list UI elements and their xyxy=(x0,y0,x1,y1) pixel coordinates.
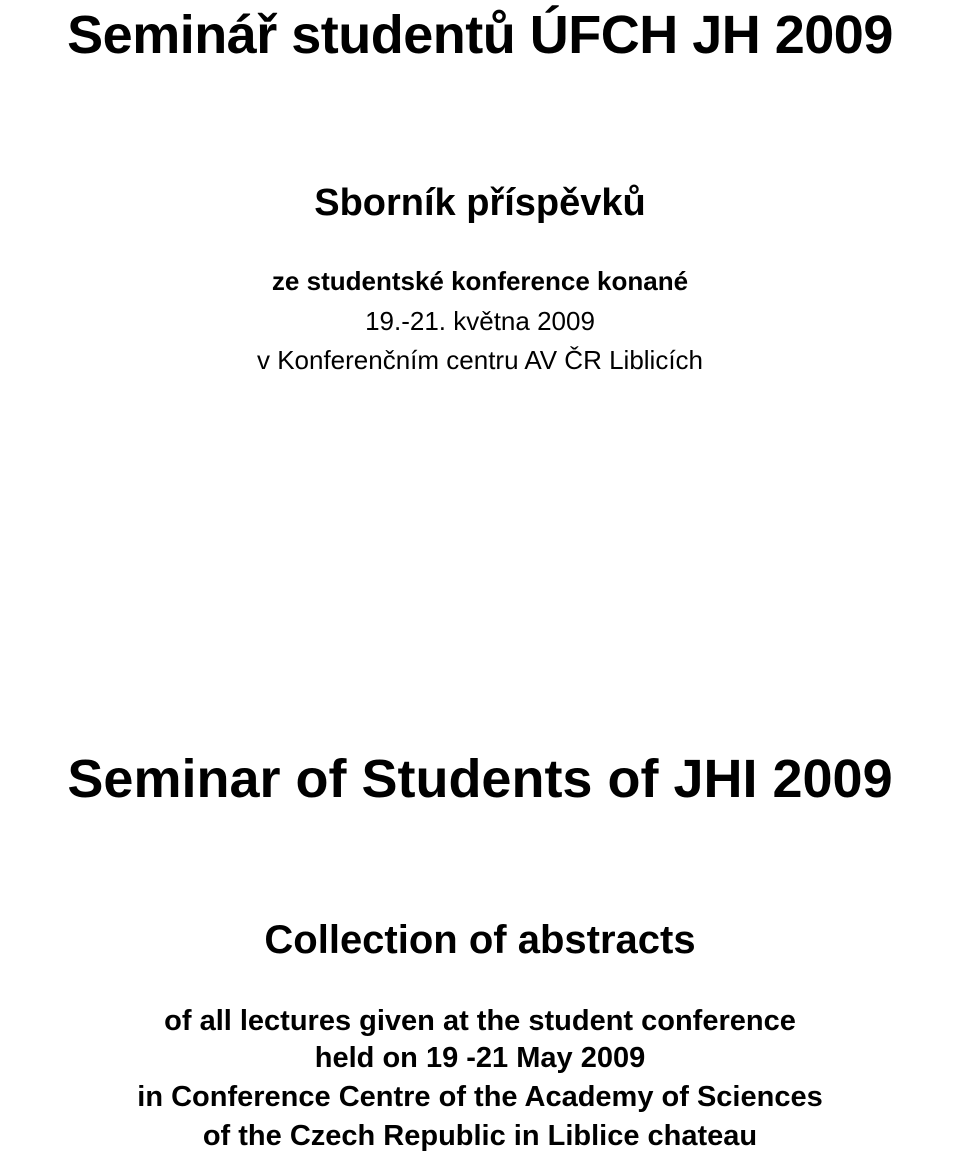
english-title: Seminar of Students of JHI 2009 xyxy=(67,749,893,809)
english-info-line: of the Czech Republic in Liblice chateau xyxy=(202,1120,758,1152)
english-info-line: in Conference Centre of the Academy of Sciences xyxy=(137,1081,823,1113)
czech-title: Seminář studentů ÚFCH JH 2009 xyxy=(67,5,893,65)
english-info-line: of all lectures given at the student conference xyxy=(164,1005,796,1037)
czech-subtitle: Sborník příspěvků xyxy=(314,182,646,224)
czech-info-line: v Konferenčním centru AV ČR Liblicích xyxy=(256,345,704,375)
english-info-line: held on 19 -21 May 2009 xyxy=(314,1042,646,1074)
english-subtitle: Collection of abstracts xyxy=(264,918,696,962)
czech-info-line: ze studentské konference konané xyxy=(271,266,689,296)
czech-info-line: 19.-21. května 2009 xyxy=(365,306,595,336)
